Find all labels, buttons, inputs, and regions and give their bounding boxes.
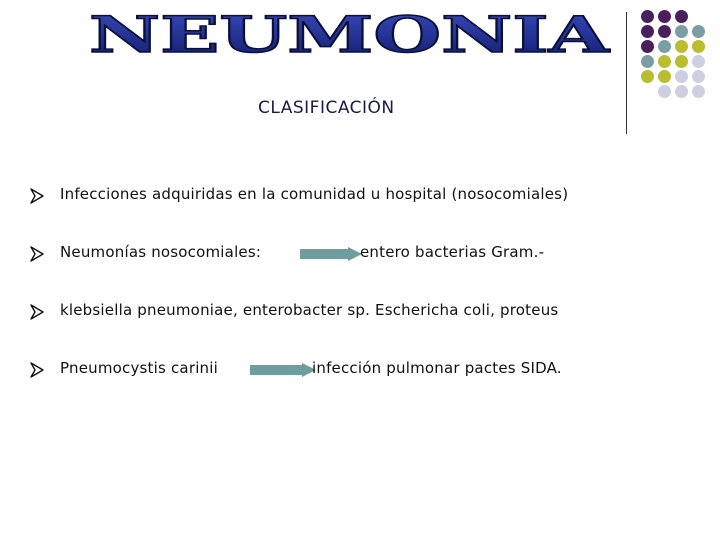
decorative-dot: [658, 85, 671, 98]
decorative-dot: [641, 55, 654, 68]
slide-subtitle: CLASIFICACIÓN: [258, 98, 395, 118]
decorative-dot: [675, 40, 688, 53]
decorative-dot: [641, 70, 654, 83]
bullet-text: Pneumocystis carinii: [60, 359, 218, 377]
arrowhead-bullet-icon: [30, 304, 44, 320]
arrowhead-bullet-icon: [30, 246, 44, 262]
decorative-dot: [658, 55, 671, 68]
arrowhead-bullet-icon: [30, 362, 44, 378]
bullet-item: [30, 357, 690, 387]
decorative-dot: [641, 25, 654, 38]
decorative-dot: [675, 70, 688, 83]
divider-line: [626, 12, 627, 134]
bullet-text: klebsiella pneumoniae, enterobacter sp. Eschericha coli, proteus: [60, 301, 559, 319]
decorative-dot: [692, 85, 705, 98]
bullet-text: Infecciones adquiridas en la comunidad u hospital (nosocomiales): [60, 185, 569, 203]
decorative-dot: [692, 70, 705, 83]
decorative-dot: [641, 10, 654, 23]
bullet-item: [30, 183, 690, 213]
title-text: NEUMONIA: [89, 10, 611, 58]
decorative-dot: [675, 10, 688, 23]
decorative-dot: [675, 85, 688, 98]
title-wordart: [84, 10, 614, 58]
decorative-dot: [692, 55, 705, 68]
bullet-result-text: infección pulmonar pactes SIDA.: [312, 359, 562, 377]
bullet-result-text: entero bacterias Gram.-: [360, 243, 545, 261]
decorative-dot: [692, 40, 705, 53]
right-arrow-icon: [300, 247, 362, 261]
decorative-dot-grid: [640, 10, 720, 120]
decorative-dot: [658, 40, 671, 53]
slide-title: [84, 10, 614, 58]
decorative-dot: [675, 25, 688, 38]
decorative-dot: [675, 55, 688, 68]
bullet-item: [30, 299, 690, 329]
decorative-dot: [641, 40, 654, 53]
decorative-dot: [692, 25, 705, 38]
arrowhead-bullet-icon: [30, 188, 44, 204]
decorative-dot: [658, 10, 671, 23]
decorative-dot: [658, 25, 671, 38]
right-arrow-icon: [250, 363, 316, 377]
bullet-item: [30, 241, 690, 271]
bullet-text: Neumonías nosocomiales:: [60, 243, 262, 261]
decorative-dot: [658, 70, 671, 83]
